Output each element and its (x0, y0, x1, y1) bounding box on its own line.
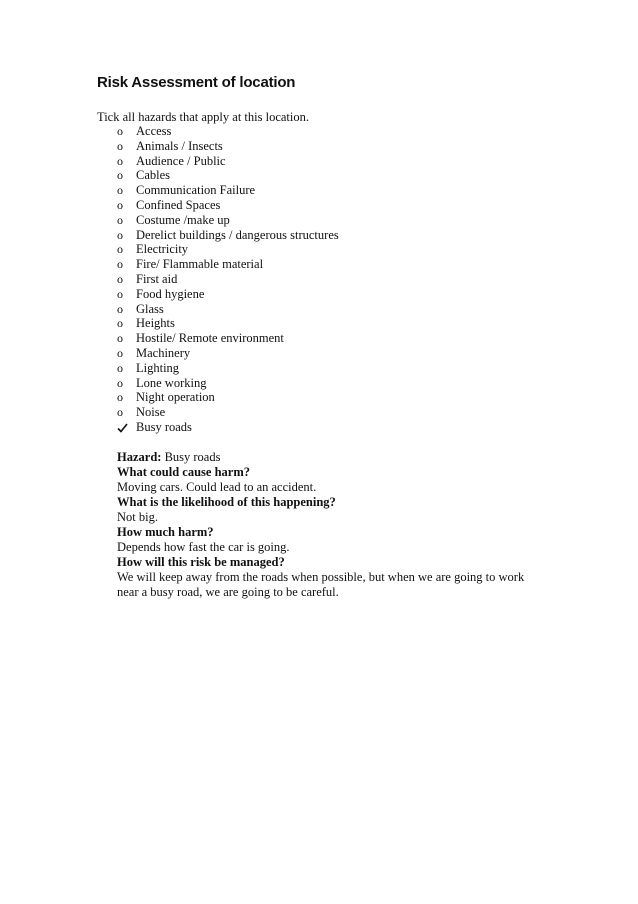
harm-answer: Moving cars. Could lead to an accident. (117, 480, 317, 494)
hazard-item-label: Fire/ Flammable material (136, 257, 264, 272)
bullet-marker: o (117, 257, 123, 272)
hazard-item-label: First aid (136, 271, 178, 286)
bullet-marker: o (117, 168, 123, 183)
hazard-item-label: Food hygiene (136, 286, 205, 301)
hazard-item (117, 139, 339, 154)
hazard-value: Busy roads (164, 450, 221, 464)
bullet-marker: o (117, 345, 123, 360)
harm-question: What could cause harm? (117, 465, 250, 479)
hazard-assessment (117, 450, 537, 600)
hazard-row (117, 450, 537, 465)
bullet-marker: o (117, 197, 123, 212)
hazard-item-label: Hostile/ Remote environment (136, 331, 284, 346)
bullet-marker: o (117, 286, 123, 301)
bullet-marker: o (117, 405, 123, 420)
hazard-item (117, 183, 339, 198)
hazard-item (117, 346, 339, 361)
bullet-marker: o (117, 271, 123, 286)
hazard-item (117, 331, 339, 346)
bullet-marker: o (117, 316, 123, 331)
bullet-marker: o (117, 331, 123, 346)
bullet-marker: o (117, 153, 123, 168)
hazard-item (117, 228, 339, 243)
bullet-marker: o (117, 375, 123, 390)
hazard-item-label: Access (136, 124, 172, 138)
hazard-item (117, 405, 339, 420)
bullet-marker: o (117, 242, 123, 257)
hazard-item (117, 272, 339, 287)
bullet-marker: o (117, 360, 123, 375)
severity-answer: Depends how fast the car is going. (117, 540, 290, 554)
hazard-item (117, 287, 339, 302)
hazard-item (117, 242, 339, 257)
hazard-item-label: Animals / Insects (136, 138, 223, 153)
hazard-item-label: Noise (136, 405, 166, 420)
hazard-item-label: Cables (136, 168, 171, 183)
management-answer: We will keep away from the roads when possible, but when we are going to work near a busy road, we are going to be careful. (117, 570, 525, 599)
bullet-marker: o (117, 212, 123, 227)
hazard-item (117, 198, 339, 213)
hazard-item (117, 420, 339, 435)
bullet-marker: o (117, 124, 123, 138)
hazard-item-label: Audience / Public (136, 153, 226, 168)
hazard-item (117, 316, 339, 331)
page-title: Risk Assessment of location (97, 74, 296, 91)
bullet-marker: o (117, 183, 123, 198)
hazard-checklist (117, 124, 339, 435)
hazard-item (117, 257, 339, 272)
hazard-item-label: Lighting (136, 360, 180, 375)
hazard-item-label: Heights (136, 316, 175, 331)
hazard-item-label: Confined Spaces (136, 197, 221, 212)
hazard-item-label: Glass (136, 301, 164, 316)
hazard-item (117, 361, 339, 376)
check-icon (117, 420, 136, 435)
hazard-item (117, 390, 339, 405)
severity-question: How much harm? (117, 525, 214, 539)
likelihood-answer: Not big. (117, 510, 158, 524)
hazard-item (117, 154, 339, 169)
hazard-item (117, 213, 339, 228)
bullet-marker: o (117, 301, 123, 316)
hazard-item-label: Derelict buildings / dangerous structures (136, 227, 339, 242)
hazard-item-label: Communication Failure (136, 183, 256, 198)
hazard-item-label: Lone working (136, 375, 207, 390)
likelihood-question: What is the likelihood of this happening? (117, 495, 336, 509)
hazard-item-label: Busy roads (136, 419, 192, 434)
management-question: How will this risk be managed? (117, 555, 285, 569)
hazard-item-label: Night operation (136, 390, 215, 405)
hazard-item (117, 376, 339, 391)
hazard-item (117, 168, 339, 183)
hazard-item-label: Costume /make up (136, 212, 230, 227)
hazard-item-label: Machinery (136, 345, 191, 360)
hazard-item (117, 302, 339, 317)
hazard-item (117, 124, 339, 139)
hazard-label: Hazard: (117, 450, 162, 464)
bullet-marker: o (117, 390, 123, 405)
bullet-marker: o (117, 227, 123, 242)
hazard-item-label: Electricity (136, 242, 189, 257)
bullet-marker: o (117, 138, 123, 153)
intro-text: Tick all hazards that apply at this location. (97, 110, 309, 124)
